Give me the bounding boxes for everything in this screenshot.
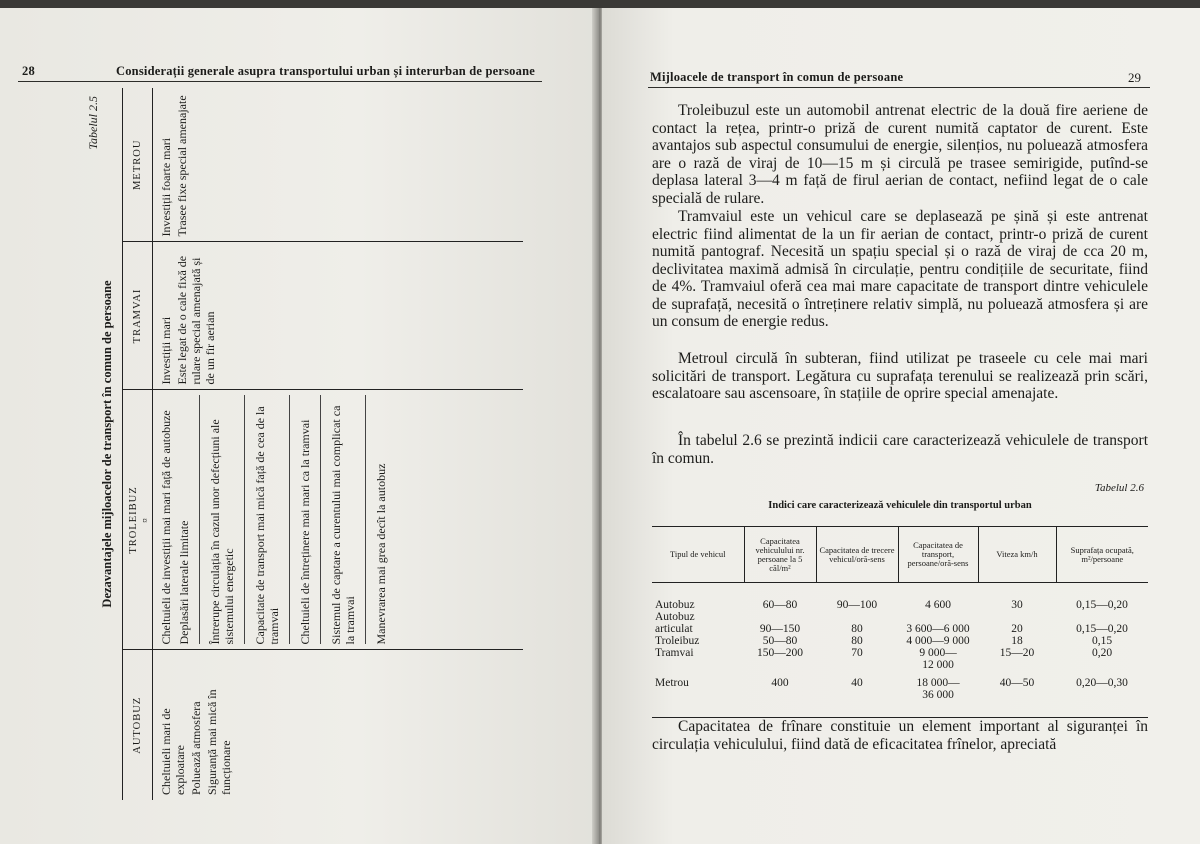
cell-cap-trecere [816, 611, 898, 635]
list-item: Este legat de o cale fixă de rulare special amenajată și de un fir aerian [175, 255, 217, 385]
list-item: Sistemul de captare a curentului mai complicat ca la tramvai [329, 396, 366, 645]
header-capacitate-trecere: Capacitatea de trecere vehicul/oră-sens [816, 527, 898, 583]
row-value: Autobuz [655, 599, 695, 611]
row-value: 0,15 [1091, 635, 1113, 647]
cell-suprafata [1056, 583, 1148, 612]
header-tip: Tipul de vehicul [652, 527, 744, 583]
header-mark: ¤ [139, 517, 150, 523]
row-value: 9 000— 12 000 [919, 647, 957, 671]
cell-viteza [978, 635, 1056, 647]
col-autobuz: AUTOBUZ [123, 650, 153, 800]
cell-viteza [978, 647, 1056, 671]
cell-cap-trecere [816, 671, 898, 718]
table-2-6 [652, 526, 1148, 718]
cell-tip [652, 635, 744, 647]
cell-cap-veh [744, 583, 816, 612]
cell-cap-transport [898, 611, 978, 635]
cell-tip [652, 611, 744, 635]
list-item: Capacitate de transport mai mică față de cea de la tramvai [253, 396, 290, 645]
table-2-6-label: Tabelul 2.6 [1094, 482, 1144, 494]
cell-cap-transport [898, 647, 978, 671]
row-value: 80 [851, 635, 863, 647]
cell-suprafata [1056, 611, 1148, 635]
left-page-number: 28 [22, 64, 35, 78]
cell-suprafata [1056, 671, 1148, 718]
cell-cap-veh [744, 635, 816, 647]
row-value: 60—80 [762, 599, 798, 611]
cell-viteza [978, 611, 1056, 635]
list-item: Investiții mari [159, 316, 173, 385]
list-item: Poluează atmosfera [189, 701, 203, 795]
cell-suprafata [1056, 635, 1148, 647]
cell-cap-veh [744, 671, 816, 718]
paragraph-capacitate-frinare: Capacitatea de frînare constituie un element important al siguranței în circulația vehiculului, fiind dată de eficacitatea frînelor, apreciată [652, 718, 1148, 753]
row-value: 80 [851, 623, 863, 635]
cell-metrou [153, 88, 523, 242]
col-troleibuz [123, 390, 153, 650]
row-value: 400 [771, 677, 789, 689]
table-2-5-title: Dezavantajele mijloacelor de transport în comun de persoane [100, 280, 114, 608]
paragraph-troleibuz: Troleibuzul este un automobil antrenat electric de la două fire aeriene de contact la rețea, printr-o priză de curent numită captator de curent. Este avantajos sub aspectul consumului de energie, silențios, nu poluează atmosfera are o rază de viraj de 10—15 m și circulă pe trasee semirigide, putînd-se deplasa lateral 3—4 m față de firul aerian de contact, nefiind legat de o cale specială de rulare. [652, 102, 1148, 207]
cell-cap-transport [898, 583, 978, 612]
row-value: 70 [851, 647, 863, 659]
header-suprafata: Suprafața ocupată, m²/persoane [1056, 527, 1148, 583]
header-viteza: Viteza km/h [978, 527, 1056, 583]
left-running-head: Considerații generale asupra transportului urban și interurban de persoane [116, 64, 535, 78]
row-value: 90—100 [836, 599, 878, 611]
table-row [652, 671, 1148, 718]
row-value: 0,20 [1091, 647, 1113, 659]
right-header-rule [648, 87, 1150, 88]
table-2-5-label: Tabelul 2.5 [86, 96, 100, 150]
row-value: 50—80 [762, 635, 798, 647]
cell-cap-trecere [816, 635, 898, 647]
row-value: 15—20 [999, 647, 1035, 659]
cell-cap-veh [744, 611, 816, 635]
row-value: 150—200 [757, 647, 803, 659]
row-value: 40—50 [999, 677, 1035, 689]
row-value: Autobuz articulat [655, 611, 695, 635]
table-2-5 [80, 88, 494, 800]
left-page [0, 8, 598, 844]
table-row [652, 583, 1148, 612]
paragraph-table-intro: În tabelul 2.6 se prezintă indicii care caracterizează vehiculele de transport în comun. [652, 432, 1148, 467]
cell-cap-veh [744, 647, 816, 671]
row-value: 4 000—9 000 [906, 635, 970, 647]
paragraph-tramvai: Tramvaiul este un vehicul care se deplasează pe șină și este antrenat electric fiind alimentat de la un fir aerian de contact, printr-o priză de curent numită pantograf. Necesită un spațiu special și o rază de viraj de cca 20 m, declivitatea maximă admisă în circulație, pentru condițiile de securitate, fiind de 4%. Tramvaiul oferă cea mai mare capacitate de transport dintre vehiculele de suprafață, necesită o întreținere relativ simplă, nu poluează atmosfera și are un consum de energie redus. [652, 208, 1148, 330]
row-value: 40 [851, 677, 863, 689]
right-running-head: Mijloacele de transport în comun de persoane [650, 70, 904, 84]
table-2-6-title: Indici care caracterizează vehiculele din transportul urban [768, 500, 1032, 511]
row-value: 18 000— 36 000 [916, 677, 960, 701]
row-value: 3 600—6 000 [906, 623, 970, 635]
row-value: 90—150 [759, 623, 801, 635]
row-value: Metrou [655, 677, 689, 689]
right-page [602, 8, 1200, 844]
row-value: 4 600 [925, 599, 951, 611]
header-capacitate-transport: Capacitatea de transport, persoane/oră-sens [898, 527, 978, 583]
cell-tip [652, 671, 744, 718]
row-value: 30 [1011, 599, 1023, 611]
list-item: Cheltuieli de investiții mai mari față de autobuze [159, 410, 173, 645]
list-item: Siguranță mai mică în funcționare [205, 689, 233, 795]
paragraph-metrou: Metroul circulă în subteran, fiind utilizat pe traseele cu cele mai mari solicitări de transport. Legătura cu suprafața terenului se realizează prin scări, escalatoare sau ascensoare, în stațiile de oprire special amenajate. [652, 350, 1148, 402]
cell-cap-transport [898, 635, 978, 647]
row-value: 0,15—0,20 [1076, 623, 1128, 635]
cell-viteza [978, 671, 1056, 718]
table-row [652, 647, 1148, 671]
cell-cap-trecere [816, 647, 898, 671]
row-value: Troleibuz [655, 635, 700, 647]
list-item: Investiții foarte mari [159, 137, 173, 237]
row-value: 0,15—0,20 [1076, 599, 1128, 611]
table-row [652, 635, 1148, 647]
row-value: 18 [1011, 635, 1023, 647]
list-item: Deplasări laterale limitate [177, 396, 200, 645]
col-metrou: METROU [123, 88, 153, 242]
cell-tip [652, 583, 744, 612]
cell-autobuz [153, 650, 523, 800]
row-value: Tramvai [655, 647, 694, 659]
cell-tramvai [153, 242, 523, 390]
cell-cap-transport [898, 671, 978, 718]
cell-viteza [978, 583, 1056, 612]
cell-suprafata [1056, 647, 1148, 671]
list-item: Cheltuieli mari de exploatare [159, 708, 187, 795]
header-capacitate-vehicul: Capacitatea vehiculului nr. persoane la 5 căl/m² [744, 527, 816, 583]
cell-tip [652, 647, 744, 671]
cell-troleibuz [153, 390, 523, 650]
table-2-5-grid [122, 88, 523, 800]
list-item: Întrerupe circulația în cazul unor defecțiuni ale sistemului energetic [208, 396, 245, 645]
col-tramvai: TRAMVAI [123, 242, 153, 390]
row-value: 20 [1011, 623, 1023, 635]
table-row [652, 611, 1148, 635]
right-page-number: 29 [1128, 70, 1141, 85]
col-troleibuz-label: TROLEIBUZ [127, 486, 139, 554]
list-item: Trasee fixe special amenajate [175, 95, 189, 237]
row-value: 0,20—0,30 [1076, 677, 1128, 689]
list-item: Manevrarea mai grea decît la autobuz [374, 463, 388, 645]
cell-cap-trecere [816, 583, 898, 612]
rotated-table-area [0, 8, 598, 844]
list-item: Cheltuieli de întreținere mai mari ca la tramvai [298, 396, 321, 645]
